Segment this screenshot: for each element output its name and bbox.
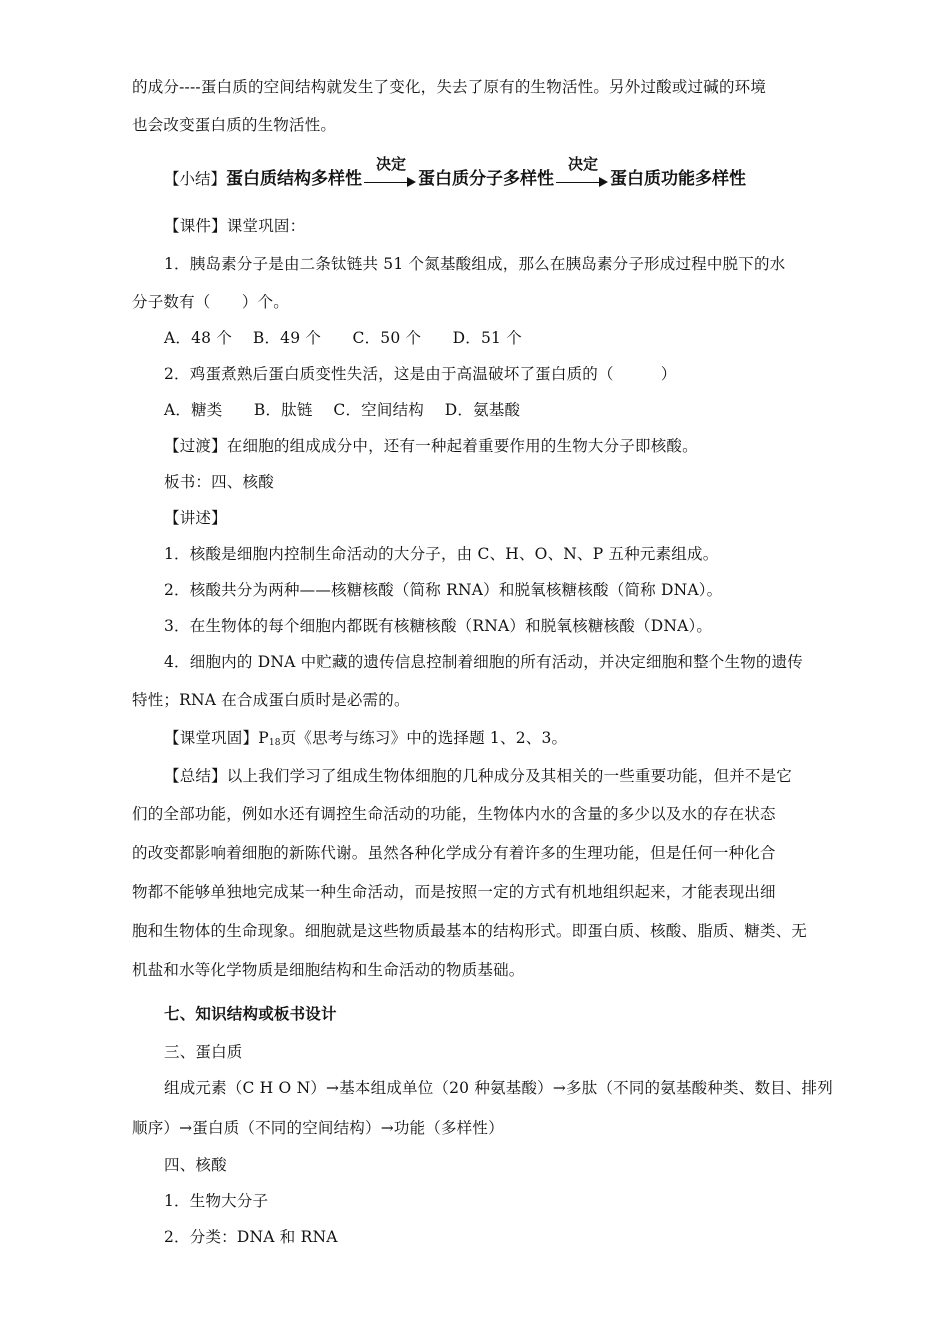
protein-flow-line: 顺序）→蛋白质（不同的空间结构）→功能（多样性） bbox=[132, 1119, 504, 1137]
transition-paragraph: 【过渡】在细胞的组成成分中，还有一种起着重要作用的生物大分子即核酸。 bbox=[164, 437, 698, 455]
lecture-item: 2．核酸共分为两种——核糖核酸（简称 RNA）和脱氧核糖核酸（简称 DNA）。 bbox=[164, 581, 723, 599]
conclusion-line: 的改变都影响着细胞的新陈代谢。虽然各种化学成分有着许多的生理功能，但是任何一种化合 bbox=[132, 844, 776, 862]
nucleic-item: 1．生物大分子 bbox=[164, 1192, 269, 1210]
lecture-item: 3．在生物体的每个细胞内都既有核糖核酸（RNA）和脱氧核糖核酸（DNA）。 bbox=[164, 617, 713, 635]
conclusion-line: 【总结】以上我们学习了组成生物体细胞的几种成分及其相关的一些重要功能，但并不是它 bbox=[164, 767, 793, 785]
summary-label: 【小结】 bbox=[164, 170, 227, 188]
question-1-options: A．48 个 B．49 个 C．50 个 D．51 个 bbox=[164, 329, 522, 347]
protein-flow-line: 组成元素（C H O N）→基本组成单位（20 种氨基酸）→多肽（不同的氨基酸种类、数目、排列 bbox=[164, 1079, 833, 1097]
question-2-options: A．糖类 B．肽链 C．空间结构 D．氨基酸 bbox=[164, 401, 521, 419]
flow-arrow-label: 决定 bbox=[376, 155, 407, 173]
arrow-right-icon bbox=[407, 177, 416, 187]
board-title: 板书：四、核酸 bbox=[164, 473, 274, 491]
conclusion-line: 胞和生物体的生命现象。细胞就是这些物质最基本的结构形式。即蛋白质、核酸、脂质、糖类、无 bbox=[132, 922, 808, 940]
question-1-continued: 分子数有（ ）个。 bbox=[132, 293, 290, 311]
conclusion-line: 们的全部功能，例如水还有调控生命活动的功能，生物体内水的含量的多少以及水的存在状态 bbox=[132, 805, 776, 823]
consolidation-prefix: 【课堂巩固】P bbox=[164, 729, 269, 747]
arrow-shaft bbox=[556, 182, 602, 183]
lecture-item-continued: 特性；RNA 在合成蛋白质时是必需的。 bbox=[132, 691, 410, 709]
question-1: 1．胰岛素分子是由二条钛链共 51 个氮基酸组成，那么在胰岛素分子形成过程中脱下的水 bbox=[164, 255, 786, 273]
protein-title: 三、蛋白质 bbox=[164, 1043, 243, 1061]
lecture-item: 1．核酸是细胞内控制生命活动的大分子，由 C、H、O、N、P 五种元素组成。 bbox=[164, 545, 719, 563]
summary-flow-diagram bbox=[164, 156, 746, 192]
arrow-right-icon bbox=[599, 177, 608, 187]
flow-arrow-label: 决定 bbox=[568, 155, 599, 173]
lecture-heading: 【讲述】 bbox=[164, 509, 227, 527]
consolidation-suffix: 页《思考与练习》中的选择题 1、2、3。 bbox=[280, 729, 568, 747]
courseware-heading: 【课件】课堂巩固： bbox=[164, 217, 306, 235]
paragraph-line: 也会改变蛋白质的生物活性。 bbox=[132, 116, 337, 134]
lecture-item: 4．细胞内的 DNA 中贮藏的遗传信息控制着细胞的所有活动，并决定细胞和整个生物的遗传 bbox=[164, 653, 804, 671]
flow-node-function-diversity: 蛋白质功能多样性 bbox=[610, 169, 747, 189]
conclusion-line: 物都不能够单独地完成某一种生命活动，而是按照一定的方式有机地组织起来，才能表现出细 bbox=[132, 883, 776, 901]
arrow-shaft bbox=[364, 182, 410, 183]
flow-arrow bbox=[554, 156, 610, 192]
conclusion-line: 机盐和水等化学物质是细胞结构和生命活动的物质基础。 bbox=[132, 961, 525, 979]
flow-arrow bbox=[362, 156, 418, 192]
page-number-subscript: 18 bbox=[268, 738, 281, 748]
section-heading: 七、知识结构或板书设计 bbox=[164, 1004, 337, 1023]
flow-node-molecule-diversity: 蛋白质分子多样性 bbox=[418, 169, 555, 189]
consolidation-paragraph bbox=[164, 728, 567, 753]
paragraph-line: 的成分----蛋白质的空间结构就发生了变化，失去了原有的生物活性。另外过酸或过碱的环境 bbox=[132, 78, 767, 96]
question-2: 2．鸡蛋煮熟后蛋白质变性失活，这是由于高温破坏了蛋白质的（ ） bbox=[164, 365, 677, 383]
flow-node-structure-diversity: 蛋白质结构多样性 bbox=[226, 169, 363, 189]
nucleic-item: 2．分类：DNA 和 RNA bbox=[164, 1228, 338, 1246]
nucleic-title: 四、核酸 bbox=[164, 1156, 227, 1174]
